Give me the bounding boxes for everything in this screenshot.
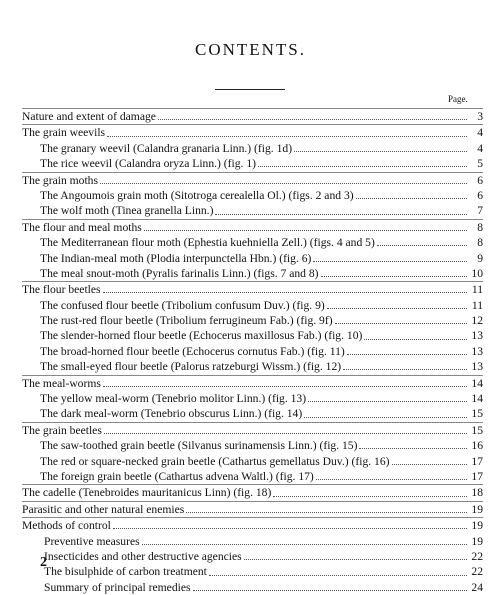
toc-entry [22, 580, 483, 595]
dot-leader [327, 308, 467, 309]
toc-entry [22, 375, 483, 391]
dot-leader [347, 354, 467, 355]
toc-entry-label: The slender-horned flour beetle (Echocerus maxillosus Fab.) (fig. 10) [40, 329, 363, 343]
dot-leader [316, 479, 467, 480]
toc-entry [22, 454, 483, 469]
toc-entry [22, 534, 483, 549]
dot-leader [100, 183, 467, 184]
toc-entry [22, 344, 483, 359]
toc-entry [22, 203, 483, 218]
toc-entry [22, 501, 483, 517]
dot-leader [359, 448, 467, 449]
toc-entry-page: 12 [471, 314, 483, 328]
toc-entry-label: The red or square-necked grain beetle (Cathartus gemellatus Duv.) (fig. 16) [40, 454, 390, 468]
toc-entry-page: 22 [471, 565, 483, 579]
toc-entry-page: 13 [471, 344, 483, 358]
toc-entry-label: The Mediterranean flour moth (Ephestia kuehniella Zell.) (figs. 4 and 5) [40, 236, 375, 250]
toc-entry-page: 13 [471, 329, 483, 343]
toc-entry-label: Summary of principal remedies [44, 580, 191, 594]
toc-entry [22, 359, 483, 374]
dot-leader [304, 417, 467, 418]
toc-entry-label: The broad-horned flour beetle (Echocerus cornutus Fab.) (fig. 11) [40, 344, 345, 358]
toc-entry-label: The flour and meal moths [22, 220, 142, 234]
toc-entry-page: 19 [471, 519, 483, 533]
toc-entry [22, 391, 483, 406]
dot-leader [392, 464, 468, 465]
toc-entry-page: 13 [471, 360, 483, 374]
toc-entry-label: The dark meal-worm (Tenebrio obscurus Linn.) (fig. 14) [40, 407, 303, 421]
toc-entry-page: 14 [471, 376, 483, 390]
toc-entry-page: 10 [471, 266, 483, 280]
toc-entry-label: The bisulphide of carbon treatment [44, 565, 207, 579]
toc-entry-page: 6 [477, 173, 483, 187]
toc-entry-label: The meal-worms [22, 376, 101, 390]
dot-leader [377, 245, 467, 246]
dot-leader [144, 230, 467, 231]
toc-entry-label: Nature and extent of damage [22, 110, 156, 123]
toc-entry-label: Insecticides and other destructive agencies [44, 549, 242, 563]
toc-entry-page: 8 [477, 236, 483, 250]
toc-entry [22, 219, 483, 235]
toc-entry-label: The grain weevils [22, 126, 106, 140]
dot-leader [335, 323, 467, 324]
table-of-contents [22, 108, 483, 595]
toc-entry [22, 235, 483, 250]
toc-entry-page: 24 [471, 580, 483, 594]
toc-entry-page: 16 [471, 439, 483, 453]
toc-entry [22, 281, 483, 297]
toc-entry [22, 438, 483, 453]
toc-entry-page: 19 [471, 534, 483, 548]
dot-leader [258, 166, 467, 167]
toc-entry-page: 15 [471, 423, 483, 437]
dot-leader [294, 151, 467, 152]
toc-entry [22, 251, 483, 266]
toc-entry [22, 517, 483, 533]
toc-entry [22, 469, 483, 484]
toc-entry-label: The Angoumois grain moth (Sitotroga cerealella Ol.) (figs. 2 and 3) [40, 188, 354, 202]
dot-leader [104, 433, 467, 434]
toc-entry-page: 17 [471, 469, 483, 483]
dot-leader [313, 261, 467, 262]
title-rule [215, 89, 285, 90]
dot-leader [364, 339, 467, 340]
toc-entry-label: The small-eyed flour beetle (Palorus ratzeburgi Wissm.) (fig. 12) [40, 360, 342, 374]
page-title: CONTENTS. [194, 40, 307, 59]
toc-entry-page: 6 [477, 188, 483, 202]
toc-entry [22, 156, 483, 171]
toc-entry-page: 4 [477, 141, 483, 155]
toc-entry-page: 15 [471, 407, 483, 421]
toc-entry [22, 172, 483, 188]
toc-entry-page: 22 [471, 549, 483, 563]
dot-leader [209, 575, 467, 576]
toc-entry-page: 9 [477, 251, 483, 265]
toc-entry-page: 19 [471, 502, 483, 516]
toc-entry-page: 17 [471, 454, 483, 468]
toc-entry-label: The rust-red flour beetle (Tribolium ferrugineum Fab.) (fig. 9f) [40, 314, 333, 328]
dot-leader [186, 512, 467, 513]
page-column-header: Page. [448, 94, 468, 104]
dot-leader [107, 136, 467, 137]
toc-entry [22, 188, 483, 203]
dot-leader [158, 119, 467, 120]
toc-entry [22, 313, 483, 328]
toc-entry-label: The meal snout-moth (Pyralis farinalis Linn.) (figs. 7 and 8) [40, 266, 319, 280]
toc-entry-page: 3 [477, 110, 483, 123]
toc-entry-label: The grain moths [22, 173, 98, 187]
dot-leader [103, 292, 467, 293]
toc-entry-label: Parasitic and other natural enemies [22, 502, 185, 516]
toc-entry-page: 8 [477, 220, 483, 234]
toc-entry [22, 141, 483, 156]
toc-entry-page: 7 [477, 204, 483, 218]
dot-leader [308, 401, 467, 402]
toc-entry [22, 266, 483, 281]
toc-entry-label: The saw-toothed grain beetle (Silvanus surinamensis Linn.) (fig. 15) [40, 439, 358, 453]
toc-entry-label: The confused flour beetle (Tribolium confusum Duv.) (fig. 9) [40, 298, 325, 312]
dot-leader [356, 198, 467, 199]
toc-entry-label: Preventive measures [44, 534, 140, 548]
toc-entry-label: The flour beetles [22, 283, 101, 297]
toc-entry-page: 5 [477, 157, 483, 171]
toc-entry-label: The granary weevil (Calandra granaria Linn.) (fig. 1d) [40, 141, 293, 155]
toc-entry [22, 484, 483, 500]
toc-entry-label: The cadelle (Tenebroides mauritanicus Linn) (fig. 18) [22, 486, 272, 500]
toc-entry-page: 14 [471, 392, 483, 406]
toc-entry [22, 564, 483, 579]
toc-entry [22, 298, 483, 313]
toc-entry-label: The wolf moth (Tinea granella Linn.) [40, 204, 214, 218]
dot-leader [215, 214, 467, 215]
toc-entry-label: The yellow meal-worm (Tenebrio molitor Linn.) (fig. 13) [40, 392, 307, 406]
toc-entry [22, 422, 483, 438]
toc-entry [22, 406, 483, 421]
toc-entry [22, 124, 483, 140]
toc-entry [22, 549, 483, 564]
dot-leader [244, 559, 467, 560]
toc-entry [22, 328, 483, 343]
dot-leader [321, 276, 467, 277]
toc-entry-label: The foreign grain beetle (Cathartus advena Waltl.) (fig. 17) [40, 469, 314, 483]
dot-leader [113, 528, 467, 529]
toc-entry-page: 4 [477, 126, 483, 140]
dot-leader [103, 386, 467, 387]
page-number: 2 [40, 555, 47, 570]
dot-leader [273, 496, 467, 497]
toc-entry-page: 11 [471, 298, 483, 312]
dot-leader [343, 369, 467, 370]
toc-entry-label: Methods of control [22, 519, 111, 533]
toc-entry-label: The rice weevil (Calandra oryza Linn.) (fig. 1) [40, 157, 256, 171]
toc-entry-page: 18 [471, 486, 483, 500]
toc-entry-page: 11 [471, 283, 483, 297]
toc-entry-label: The grain beetles [22, 423, 102, 437]
dot-leader [142, 544, 467, 545]
toc-entry [22, 108, 483, 124]
toc-entry-label: The Indian-meal moth (Plodia interpunctella Hbn.) (fig. 6) [40, 251, 312, 265]
dot-leader [193, 590, 468, 591]
